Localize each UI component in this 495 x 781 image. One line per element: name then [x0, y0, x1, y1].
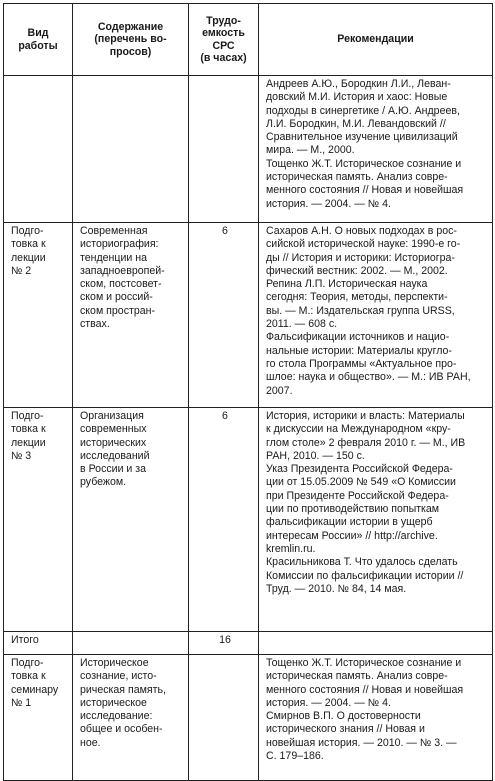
cell-line: сегодня: Теория, методы, перспекти-: [266, 291, 448, 304]
content-cell: [73, 76, 189, 223]
work-type-cell: [4, 76, 73, 223]
table-row: [4, 632, 493, 655]
cell-line: Указ Президента Российской Федера-: [266, 463, 453, 476]
cell-line: ствах.: [80, 318, 110, 331]
cell-line: мира. — М., 2000.: [266, 144, 355, 157]
cell-line: kremlin.ru.: [266, 542, 316, 555]
cell-line: в России и за: [80, 463, 147, 476]
hours-value: 6: [222, 410, 228, 422]
cell-line: № 2: [11, 264, 32, 277]
cell-line: История, историки и власть: Материалы: [266, 410, 465, 422]
cell-line: ском и россий-: [80, 291, 153, 304]
cell-line: к дискуссии на Международном «кру-: [266, 423, 451, 436]
hours-cell: [189, 655, 259, 781]
cell-line: при Президенте Российской Федера-: [266, 489, 449, 502]
work-type-cell: [4, 655, 73, 781]
cell-line: довский М.И. История и хаос: Новые: [266, 91, 448, 104]
cell-line: нальные истории: Материалы кругло-: [266, 344, 452, 357]
cell-line: Комиссии по фальсификации истории //: [266, 569, 464, 582]
cell-line: Подго-: [11, 225, 44, 237]
cell-line: РАН, 2010. — 150 с.: [266, 449, 365, 462]
cell-line: тенденции на: [80, 251, 147, 264]
content-cell: [73, 223, 189, 408]
cell-line: Л.И. Бородкин, М.И. Левандовский //: [266, 117, 446, 130]
cell-line: Современная: [80, 225, 148, 237]
cell-line: Историческое: [80, 657, 149, 669]
cell-line: исследование:: [80, 710, 153, 723]
cell-line: рубежом.: [80, 476, 127, 489]
cell-line: лекции: [11, 251, 46, 264]
cell-line: Подго-: [11, 410, 44, 422]
cell-line: интересам России» // http://archive.: [266, 529, 438, 542]
cell-line: подходы в синергетике / А.Ю. Андреев,: [266, 104, 460, 117]
cell-line: ском, постсовет-: [80, 278, 162, 291]
study-plan-table: [3, 3, 493, 781]
cell-line: Андреев А.Ю., Бородкин Л.И., Леван-: [266, 78, 451, 90]
cell-line: Итого: [11, 634, 39, 646]
cell-line: историография:: [80, 238, 159, 251]
table-header-row: [4, 4, 493, 76]
cell-line: 2011. — 608 с.: [266, 318, 338, 331]
cell-line: Подго-: [11, 657, 44, 669]
hours-cell: [189, 632, 259, 655]
cell-line: историческая память. Анализ совре-: [266, 670, 448, 683]
cell-line: Труд. — 2010. № 84, 14 мая.: [266, 582, 407, 595]
cell-line: Фальсификации источников и нацио-: [266, 331, 450, 344]
cell-line: Тощенко Ж.Т. Историческое сознание и: [266, 657, 462, 669]
cell-line: С. 179–186.: [266, 750, 324, 763]
cell-line: товка к: [11, 423, 46, 436]
cell-line: исторических: [80, 436, 147, 449]
cell-line: Репина Л.П. Историческая наука: [266, 278, 428, 291]
header-content: Содержание (перечень во- просов): [73, 4, 189, 76]
cell-line: фальсификации истории в ущерб: [266, 516, 433, 529]
cell-line: новейшая история. — 2010. — № 3. —: [266, 736, 457, 749]
cell-line: Сравнительное изучение цивилизаций: [266, 131, 458, 144]
cell-line: ды // История и историки: Историогра-: [266, 251, 455, 264]
header-work-type: Вид работы: [4, 4, 73, 76]
cell-line: го стола Программы «Актуальное про-: [266, 357, 457, 370]
cell-line: Тощенко Ж.Т. Историческое сознание и: [266, 157, 462, 170]
content-cell: [73, 632, 189, 655]
cell-line: фический вестник: 2002. — М., 2002.: [266, 264, 448, 277]
hours-value: 16: [219, 634, 231, 646]
cell-line: лекции: [11, 436, 46, 449]
hours-cell: [189, 223, 259, 408]
recommendations-cell: [259, 76, 493, 223]
recommendations-cell: [259, 223, 493, 408]
cell-line: Сахаров А.Н. О новых подходах в рос-: [266, 225, 457, 237]
cell-line: товка к: [11, 670, 46, 683]
cell-line: исторического знания // Новая и: [266, 723, 425, 736]
cell-line: семинару: [11, 683, 59, 696]
recommendations-cell: [259, 408, 493, 632]
cell-line: вы. — М.: Издательская группа URSS,: [266, 304, 455, 317]
cell-line: № 1: [11, 696, 32, 709]
cell-line: ции по противодействию попыткам: [266, 503, 440, 516]
cell-line: № 3: [11, 449, 32, 462]
recommendations-cell: [259, 632, 493, 655]
cell-line: глом столе» 2 февраля 2010 г. — М., ИВ: [266, 436, 466, 449]
cell-line: Красильникова Т. Что удалось сделать: [266, 556, 458, 569]
cell-line: сознание, исто-: [80, 670, 157, 683]
cell-line: Смирнов В.П. О достоверности: [266, 710, 421, 723]
cell-line: история. — 2004. — № 4.: [266, 696, 391, 709]
content-cell: [73, 655, 189, 781]
content-cell: [73, 408, 189, 632]
cell-line: 2007.: [266, 384, 293, 397]
cell-line: историческая память. Анализ совре-: [266, 171, 448, 184]
cell-line: Организация: [80, 410, 144, 422]
work-type-cell: [4, 632, 73, 655]
cell-line: рическая память,: [80, 683, 166, 696]
cell-line: историческое: [80, 696, 147, 709]
table-row: [4, 655, 493, 781]
header-recommendations: Рекомендации: [259, 4, 493, 76]
cell-line: шлое: наука и общество». — М.: ИВ РАН,: [266, 371, 471, 384]
cell-line: ском простран-: [80, 304, 155, 317]
cell-line: товка к: [11, 238, 46, 251]
table-row: [4, 223, 493, 408]
cell-line: менного состояния // Новая и новейшая: [266, 683, 464, 696]
table-row: [4, 408, 493, 632]
work-type-cell: [4, 408, 73, 632]
cell-line: ное.: [80, 736, 101, 749]
cell-line: менного состояния // Новая и новейшая: [266, 184, 464, 197]
cell-line: сийской исторической науке: 1990-е го-: [266, 238, 461, 251]
work-type-cell: [4, 223, 73, 408]
recommendations-cell: [259, 655, 493, 781]
cell-line: западноевропей-: [80, 264, 165, 277]
cell-line: общее и особен-: [80, 723, 163, 736]
cell-line: современных: [80, 423, 147, 436]
cell-line: исследований: [80, 449, 150, 462]
hours-value: 6: [222, 225, 228, 237]
header-hours: Трудо- емкость СРС (в часах): [189, 4, 259, 76]
cell-line: история. — 2004. — № 4.: [266, 197, 391, 210]
hours-cell: [189, 408, 259, 632]
cell-line: ции от 15.05.2009 № 549 «О Комиссии: [266, 476, 456, 489]
table-row: [4, 76, 493, 223]
hours-cell: [189, 76, 259, 223]
